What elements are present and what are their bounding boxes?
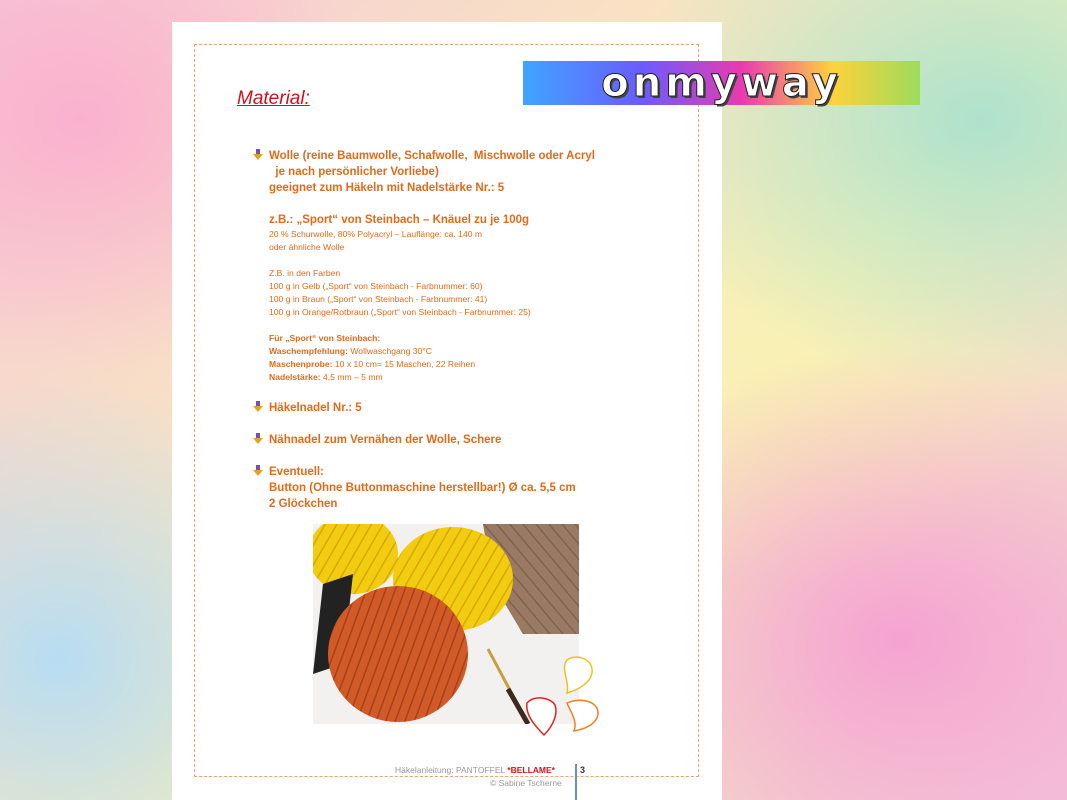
footer-title: Häkelanleitung: PANTOFFEL *BELLAME* [395,765,555,775]
down-arrow-bullet-icon [253,465,263,477]
example-title: z.B.: „Sport“ von Steinbach – Knäuel zu je 100g [269,214,530,226]
hearts-decoration-icon [522,655,604,737]
colors-intro: Z.B. in den Farben [269,268,341,278]
color-orange: 100 g in Orange/Rotbraun („Sport“ von Steinbach - Farbnummer: 25) [269,307,531,317]
list-item-optional [253,464,693,512]
page-heading: Material: [237,88,310,109]
orange-yarn-ball [328,586,468,722]
care-gauge: Maschenprobe: 10 x 10 cm= 15 Maschen, 22 Reihen [269,359,476,369]
care-needle: Nadelstärke: 4,5 mm – 5 mm [269,372,383,382]
optional-line-2: 2 Glöckchen [269,498,338,510]
down-arrow-bullet-icon [253,149,263,161]
optional-line-1: Button (Ohne Buttonmaschine herstellbar!) Ø ca. 5,5 cm [269,482,576,494]
page-number: 3 [580,765,586,775]
logo-text: onmyway [601,60,842,106]
wool-line-1: Wolle (reine Baumwolle, Schafwolle, Mischwolle oder Acryl [269,150,595,162]
list-item-hook [253,400,693,416]
color-brown: 100 g in Braun („Sport“ von Steinbach - Farbnummer: 41) [269,294,488,304]
onmyway-logo [523,61,920,105]
color-yellow: 100 g in Gelb („Sport“ von Steinbach - Farbnummer: 60) [269,281,483,291]
care-wash: Waschempfehlung: Wollwaschgang 30°C [269,346,432,356]
wool-line-3: geeignet zum Häkeln mit Nadelstärke Nr.: 5 [269,182,505,194]
down-arrow-bullet-icon [253,401,263,413]
material-list [253,148,693,512]
footer-divider [575,764,577,800]
footer-copyright: © Sabine Tscherne [490,778,562,788]
list-item-wool [253,148,693,384]
down-arrow-bullet-icon [253,433,263,445]
wool-line-2: je nach persönlicher Vorliebe) [269,166,439,178]
list-item-needle [253,432,693,448]
care-title: Für „Sport“ von Steinbach: [269,333,381,343]
needle-text: Nähnadel zum Vernähen der Wolle, Schere [269,434,502,446]
optional-title: Eventuell: [269,466,324,478]
example-line-1: 20 % Schurwolle, 80% Polyacryl – Lauflänge: ca. 140 m [269,229,483,239]
example-line-2: oder ähnliche Wolle [269,242,345,252]
hook-text: Häkelnadel Nr.: 5 [269,402,362,414]
